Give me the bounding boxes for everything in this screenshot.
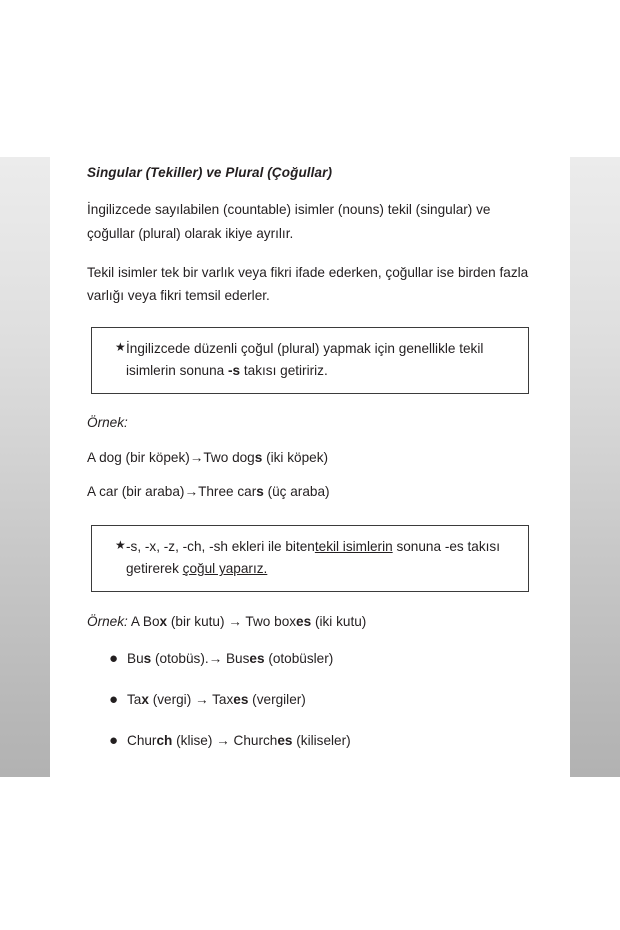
example-singular-stem: A Bo: [127, 614, 160, 630]
plural-examples-list: [87, 647, 533, 753]
bullet-singular-bold: x: [141, 691, 149, 707]
intro-paragraph-1: İngilizcede sayılabilen (countable) isimler (nouns) tekil (singular) ve çoğullar (plural) olarak ikiye ayrılır.: [87, 202, 491, 241]
example-singular: A car (bir araba): [87, 484, 185, 500]
list-item: [87, 688, 533, 712]
example-line-box: [87, 611, 533, 633]
bullet-singular-bold: ch: [156, 732, 173, 748]
rule-box-es-plural: [91, 525, 529, 592]
rule-box-regular-plural: [91, 327, 529, 394]
rule-text: [126, 338, 516, 382]
page-title: Singular (Tekiller) ve Plural (Çoğullar): [87, 165, 333, 180]
bullet-singular-gloss: (klise): [172, 732, 217, 748]
bullet-icon: ●: [109, 731, 119, 749]
rule-text-part-2: sonuna -es takısı getirerek: [126, 539, 500, 577]
bullet-plural-bold: es: [249, 650, 265, 666]
bullet-plural-stem: Church: [229, 732, 278, 748]
bullet-plural-bold: es: [233, 691, 249, 707]
page-shadow-band-right: [570, 157, 620, 777]
arrow-icon: →: [216, 732, 230, 748]
example-line-car: [87, 481, 533, 503]
bullet-plural-gloss: (otobüsler): [264, 650, 334, 666]
example-plural-stem: Two dog: [203, 449, 255, 465]
example-plural-bold: es: [296, 614, 312, 630]
rule-underlined-2: çoğul yaparız.: [182, 561, 268, 577]
bullet-singular-gloss: (otobüs).: [151, 650, 209, 666]
arrow-icon: →: [195, 691, 209, 707]
bullet-singular-stem: Bu: [127, 650, 144, 666]
list-item: [87, 729, 533, 753]
arrow-icon: →: [208, 650, 223, 666]
bullet-plural-stem: Bus: [222, 650, 250, 666]
rule-row: [104, 338, 516, 382]
bullet-plural-stem: Tax: [208, 691, 234, 707]
example-plural-stem: Two box: [241, 614, 297, 630]
bullet-plural-gloss: (vergiler): [248, 691, 306, 707]
example-line-dog: [87, 447, 533, 469]
example-plural-gloss: (iki köpek): [262, 449, 329, 465]
intro-paragraph-2: Tekil isimler tek bir varlık veya fikri ifade ederken, çoğullar ise birden fazla varlığı veya fikri temsil ederler.: [87, 264, 529, 304]
rule-text: [126, 536, 516, 580]
list-item: [87, 647, 533, 671]
example-plural-bold: s: [254, 449, 263, 465]
page-shadow-band-left: [0, 157, 50, 777]
bullet-plural-bold: es: [277, 732, 293, 748]
arrow-icon: →: [228, 614, 242, 630]
rule-text-part-1: İngilizcede düzenli çoğul (plural) yapmak için genellikle tekil isimlerin sonuna: [126, 340, 484, 378]
rule-text-part-2: takısı getiririz.: [240, 362, 328, 378]
example-singular-bold: x: [159, 614, 168, 630]
bullet-icon: ●: [109, 649, 119, 667]
example-label: Örnek:: [87, 414, 128, 430]
rule-underlined-1: tekil isimlerin: [314, 539, 393, 554]
bullet-plural-gloss: (kiliseler): [292, 732, 351, 748]
arrow-icon: →: [184, 484, 199, 500]
bullet-icon: ●: [109, 690, 119, 708]
example-plural-gloss: (iki kutu): [311, 614, 367, 630]
bullet-singular-bold: s: [143, 650, 152, 666]
arrow-icon: →: [189, 449, 204, 465]
example-singular-gloss: (bir kutu): [167, 614, 229, 630]
bullet-singular-stem: Ta: [127, 691, 142, 707]
document-content: [87, 157, 533, 770]
rule-row: [104, 536, 516, 580]
example-plural-gloss: (üç araba): [263, 484, 330, 500]
list-item-text: [127, 730, 533, 752]
star-icon: ★: [115, 339, 126, 354]
list-item-text: [127, 689, 533, 711]
example-singular: A dog (bir köpek): [87, 449, 190, 465]
document-sheet: [50, 157, 570, 777]
rule-bold-suffix: -s: [228, 362, 241, 378]
example-plural-stem: Three car: [198, 484, 257, 500]
example-plural-bold: s: [256, 484, 264, 500]
list-item-text: [127, 648, 533, 670]
bullet-singular-stem: Chur: [127, 732, 157, 748]
bullet-singular-gloss: (vergi): [148, 691, 195, 707]
star-icon: ★: [115, 538, 126, 552]
rule-text-part-1: -s, -x, -z, -ch, -sh ekleri ile biten: [126, 539, 315, 554]
example-inline-label: Örnek:: [87, 614, 128, 630]
